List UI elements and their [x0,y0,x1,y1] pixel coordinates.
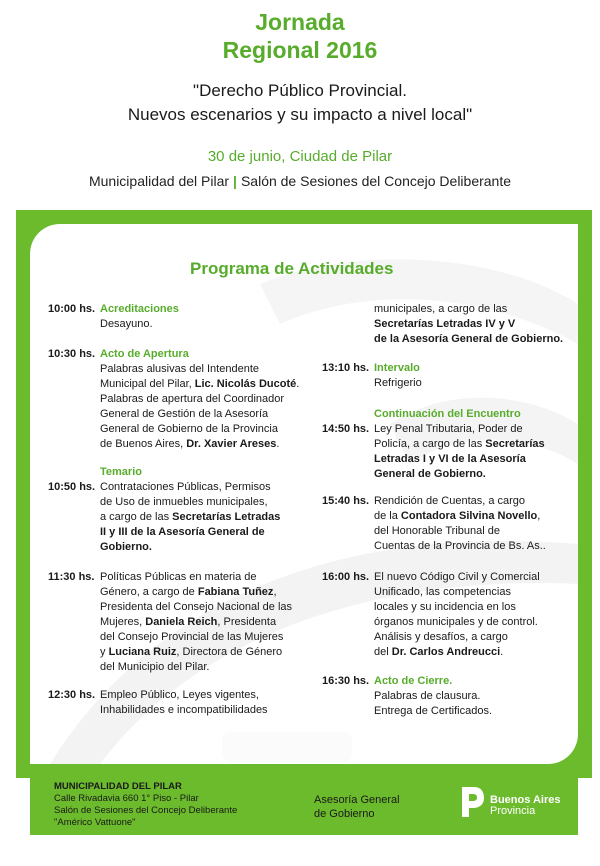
entry-text: Rendición de Cuentas, a cargo [374,495,526,507]
entry-text: Empleo Público, Leyes vigentes, [100,689,259,701]
venue-municipality: Municipalidad del Pilar [88,173,230,189]
entry-time: 12:30 hs. [48,689,96,701]
entry-text: municipales, a cargo de las [374,303,508,315]
entry-label: Continuación del Encuentro [374,408,521,420]
entry-text: Palabras de clausura. [374,690,481,702]
entry-text: Mujeres, Daniela Reich, Presidenta [100,616,277,628]
entry-text: del Honorable Tribunal de [374,525,500,537]
entry-text: órganos municipales y de control. [374,616,538,628]
entry-text: locales y su incidencia en los [374,601,516,613]
schedule-entry [322,570,572,662]
entry-text: II y III de la Asesoría General de [100,526,265,538]
schedule-entry [48,688,308,720]
entry-time: 13:10 hs. [322,362,370,374]
entry-text: Palabras de apertura del Coordinador [100,393,285,405]
speaker-name: Dr. Carlos Andreucci [391,646,501,658]
blurred-area [222,732,352,762]
entry-time: 11:30 hs. [48,571,95,583]
speaker-name: Fabiana Tuñez [197,586,274,598]
entry-time: 10:00 hs. [48,303,96,315]
footer-brand: Buenos Aires Provincia [490,794,561,817]
entry-text: del Dr. Carlos Andreucci. [374,646,504,658]
entry-text: de Uso de inmuebles municipales, [100,496,268,508]
entry-text: Inhabilidades e incompatibilidades [100,704,268,716]
buenos-aires-logo-icon [458,783,486,821]
event-subtitle-line1: "Derecho Público Provincial. [193,81,407,100]
speaker-name: Daniela Reich [145,616,218,628]
entry-text: Contrataciones Públicas, Permisos [100,481,271,493]
entry-text: Políticas Públicas en materia de [100,571,257,583]
event-subtitle-line2: Nuevos escenarios y su impacto a nivel local" [127,105,473,124]
footer-hall-name: "Américo Vattuone" [54,817,136,828]
entry-label: Acto de Cierre. [374,675,453,687]
entry-text: Desayuno. [100,318,153,330]
entry-text: Refrigerio [374,377,422,389]
schedule-entry [322,407,572,482]
entry-time: 16:00 hs. [322,571,370,583]
schedule-entry [48,302,308,334]
event-title-line2: Regional 2016 [222,37,378,63]
entry-text: Gobierno. [100,541,152,553]
entry-text: de la Contadora Silvina Novello, [374,510,541,522]
entry-text: Presidenta del Consejo Nacional de las [100,601,293,613]
footer-hall: Salón de Sesiones del Concejo Deliberante [54,805,238,816]
entry-label: Acto de Apertura [100,348,189,360]
schedule-entry [322,674,572,720]
event-title-line1: Jornada [255,9,345,35]
entry-text: a cargo de las Secretarías Letradas [100,511,281,523]
footer-municipality: MUNICIPALIDAD DEL PILAR [54,781,182,792]
footer-address: Calle Rivadavia 660 1° Piso - Pilar [54,793,199,804]
entry-text: Letradas I y VI de la Asesoría [374,453,526,465]
schedule-entry [48,570,308,680]
footer-bar [30,775,578,835]
entry-time: 14:50 hs. [322,423,370,435]
footer-address-block [54,781,237,829]
entry-text: del Municipio del Pilar. [100,661,210,673]
entry-label: Intervalo [374,362,420,374]
entry-time: 10:50 hs. [48,481,96,493]
schedule-entry [322,494,572,556]
speaker-name: Lic. Nicolás Ducoté [194,378,297,390]
topic-heading: Temario [100,466,142,478]
entry-text: Palabras alusivas del Intendente [100,363,259,375]
event-date: 30 de junio, Ciudad de Pilar [207,148,393,165]
schedule-entry [48,347,308,457]
entry-text: Cuentas de la Provincia de Bs. As.. [374,540,546,552]
entry-text: General de Gobierno de la Provincia [100,423,278,435]
entry-text: Entrega de Certificados. [374,705,493,717]
schedule-entry-continued [374,302,574,348]
speaker-name: Contadora Silvina Novello [400,510,538,522]
entry-text: General de Gobierno. [374,468,486,480]
speaker-name: Luciana Ruiz [108,646,177,658]
schedule-entry [322,361,572,393]
entry-time: 10:30 hs. [48,348,96,360]
entry-time: 16:30 hs. [322,675,370,687]
entry-text: Municipal del Pilar, Lic. Nicolás Ducoté. [100,378,300,390]
entry-text: de Buenos Aires, Dr. Xavier Areses. [100,438,280,450]
speaker-name: Dr. Xavier Areses [186,438,277,450]
entry-text: y Luciana Ruiz, Directora de Género [100,646,283,658]
event-venue [0,173,600,189]
venue-hall: Salón de Sesiones del Concejo Deliberante [240,173,512,189]
footer-agency: Asesoría General de Gobierno [314,794,400,820]
entry-text: El nuevo Código Civil y Comercial [374,571,540,583]
entry-text: Ley Penal Tributaria, Poder de [374,423,523,435]
entry-label: Acreditaciones [100,303,179,315]
entry-text: Secretarías Letradas IV y V [374,318,516,330]
entry-text: General de Gestión de la Asesoría [100,408,269,420]
program-title: Programa de Actividades [190,259,394,278]
entry-text: Policía, a cargo de las Secretarías [374,438,545,450]
entry-text: del Consejo Provincial de las Mujeres [100,631,284,643]
entry-text: Análisis y desafíos, a cargo [374,631,508,643]
entry-time: 15:40 hs. [322,495,370,507]
venue-separator: | [233,173,237,189]
schedule-entry [48,465,308,557]
entry-text: Unificado, las competencias [374,586,511,598]
entry-text: Género, a cargo de Fabiana Tuñez, [100,586,277,598]
entry-text: de la Asesoría General de Gobierno. [374,333,564,345]
